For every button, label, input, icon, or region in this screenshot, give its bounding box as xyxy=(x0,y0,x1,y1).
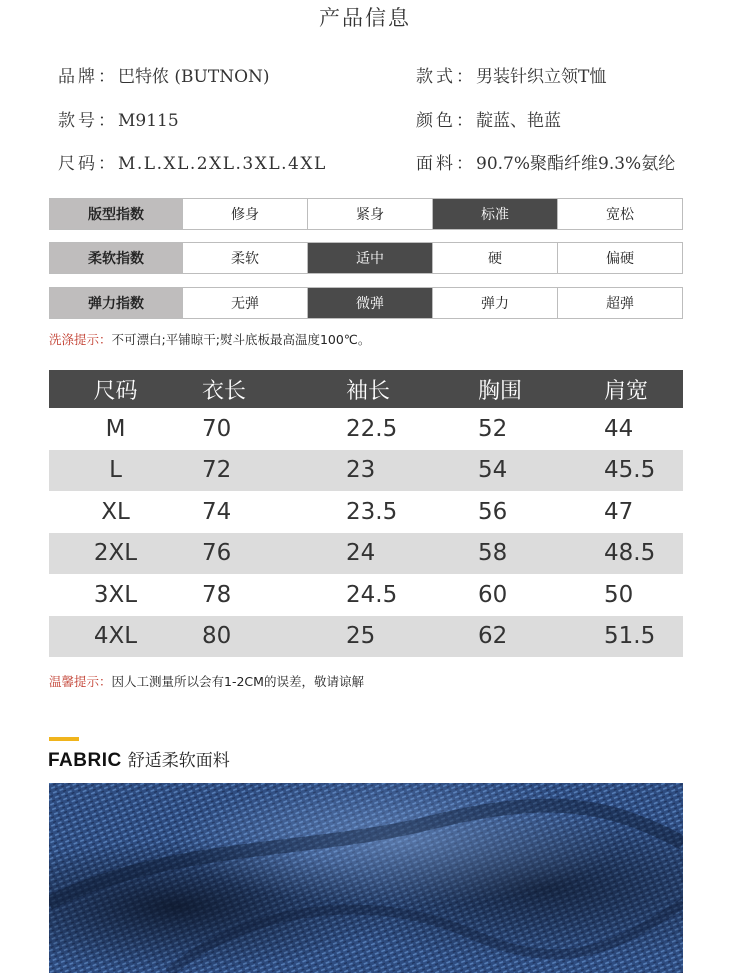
wash-note-label: 洗涤提示： xyxy=(49,332,112,347)
brand-label: 品牌： xyxy=(58,67,118,87)
table-cell: XL xyxy=(101,498,130,525)
header-cell: 衣长 xyxy=(202,378,247,404)
table-cell: 50 xyxy=(604,581,634,608)
table-row xyxy=(49,616,683,658)
fabric-row xyxy=(416,149,675,174)
table-cell: 44 xyxy=(604,415,634,442)
table-cell: 78 xyxy=(202,581,232,608)
warm-note xyxy=(49,672,364,690)
wash-note-text: 不可漂白;平铺晾干;熨斗底板最高温度100℃。 xyxy=(111,332,371,347)
fabric-heading xyxy=(48,746,230,772)
elasticity-option-1: 微弹 xyxy=(307,288,432,318)
table-cell: 60 xyxy=(478,581,508,608)
fabric-label: 面料： xyxy=(416,154,476,174)
table-cell: 47 xyxy=(604,498,634,525)
table-cell: 4XL xyxy=(93,623,138,650)
brand-row xyxy=(58,62,270,87)
fabric-value: 90.7%聚酯纤维9.3%氨纶 xyxy=(476,154,676,174)
table-cell: 23.5 xyxy=(346,498,398,525)
table-cell: 22.5 xyxy=(346,415,398,442)
fabric-heading-en: FABRIC xyxy=(48,750,122,771)
table-row xyxy=(49,533,683,575)
page-title: 产品信息 xyxy=(319,6,411,30)
table-cell: 74 xyxy=(202,498,232,525)
table-cell: 58 xyxy=(478,540,508,567)
fit-index-row xyxy=(49,198,683,230)
size-table xyxy=(49,370,683,657)
color-label: 颜色： xyxy=(416,111,476,131)
table-cell: 24 xyxy=(346,540,376,567)
style-value: 男装针织立领T恤 xyxy=(476,67,607,87)
model-value: M9115 xyxy=(118,111,179,131)
wash-note xyxy=(49,330,370,348)
model-label: 款号： xyxy=(58,111,118,131)
elasticity-option-2: 弹力 xyxy=(432,288,557,318)
fabric-photo xyxy=(49,783,683,973)
fit-index-header: 版型指数 xyxy=(50,199,182,229)
table-cell: 54 xyxy=(478,457,508,484)
size-label: 尺码： xyxy=(58,154,118,174)
size-value: M.L.XL.2XL.3XL.4XL xyxy=(118,154,327,174)
elasticity-option-0: 无弹 xyxy=(182,288,307,318)
header-cell: 肩宽 xyxy=(604,378,649,404)
table-cell: 48.5 xyxy=(604,540,656,567)
softness-option-1: 适中 xyxy=(307,243,432,273)
warm-note-text: 因人工测量所以会有1-2CM的误差，敬请谅解 xyxy=(111,674,364,689)
table-cell: 45.5 xyxy=(604,457,656,484)
elasticity-index-row xyxy=(49,287,683,319)
table-cell: 52 xyxy=(478,415,508,442)
table-row xyxy=(49,491,683,533)
table-cell: 80 xyxy=(202,623,232,650)
warm-note-label: 温馨提示： xyxy=(49,674,112,689)
fabric-texture xyxy=(49,783,683,973)
table-cell: 23 xyxy=(346,457,376,484)
softness-option-3: 偏硬 xyxy=(557,243,682,273)
fit-option-1: 紧身 xyxy=(307,199,432,229)
table-cell: 3XL xyxy=(93,581,138,608)
style-label: 款式： xyxy=(416,67,476,87)
table-cell: M xyxy=(105,415,126,442)
table-cell: 25 xyxy=(346,623,376,650)
header-cell: 胸围 xyxy=(478,378,523,404)
fabric-heading-zh: 舒适柔软面料 xyxy=(127,751,230,771)
table-cell: 70 xyxy=(202,415,232,442)
table-cell: 62 xyxy=(478,623,508,650)
color-value: 靛蓝、艳蓝 xyxy=(476,111,561,131)
brand-value: 巴特侬 (BUTNON) xyxy=(118,67,270,87)
table-row xyxy=(49,450,683,492)
elasticity-option-3: 超弹 xyxy=(557,288,682,318)
header-cell: 尺码 xyxy=(93,378,138,404)
table-cell: 51.5 xyxy=(604,623,656,650)
size-table-header xyxy=(49,370,683,408)
table-cell: L xyxy=(109,457,122,484)
model-row xyxy=(58,106,179,131)
header-cell: 袖长 xyxy=(346,378,391,404)
fit-option-0: 修身 xyxy=(182,199,307,229)
fit-option-2: 标准 xyxy=(432,199,557,229)
fit-option-3: 宽松 xyxy=(557,199,682,229)
softness-index-header: 柔软指数 xyxy=(50,243,182,273)
table-cell: 2XL xyxy=(93,540,138,567)
elasticity-index-header: 弹力指数 xyxy=(50,288,182,318)
table-cell: 56 xyxy=(478,498,508,525)
table-cell: 72 xyxy=(202,457,232,484)
style-row xyxy=(416,62,606,87)
color-row xyxy=(416,106,561,131)
accent-bar xyxy=(49,737,79,741)
table-row xyxy=(49,408,683,450)
table-cell: 24.5 xyxy=(346,581,398,608)
table-row xyxy=(49,574,683,616)
table-cell: 76 xyxy=(202,540,232,567)
softness-option-2: 硬 xyxy=(432,243,557,273)
size-row xyxy=(58,149,327,174)
softness-option-0: 柔软 xyxy=(182,243,307,273)
softness-index-row xyxy=(49,242,683,274)
